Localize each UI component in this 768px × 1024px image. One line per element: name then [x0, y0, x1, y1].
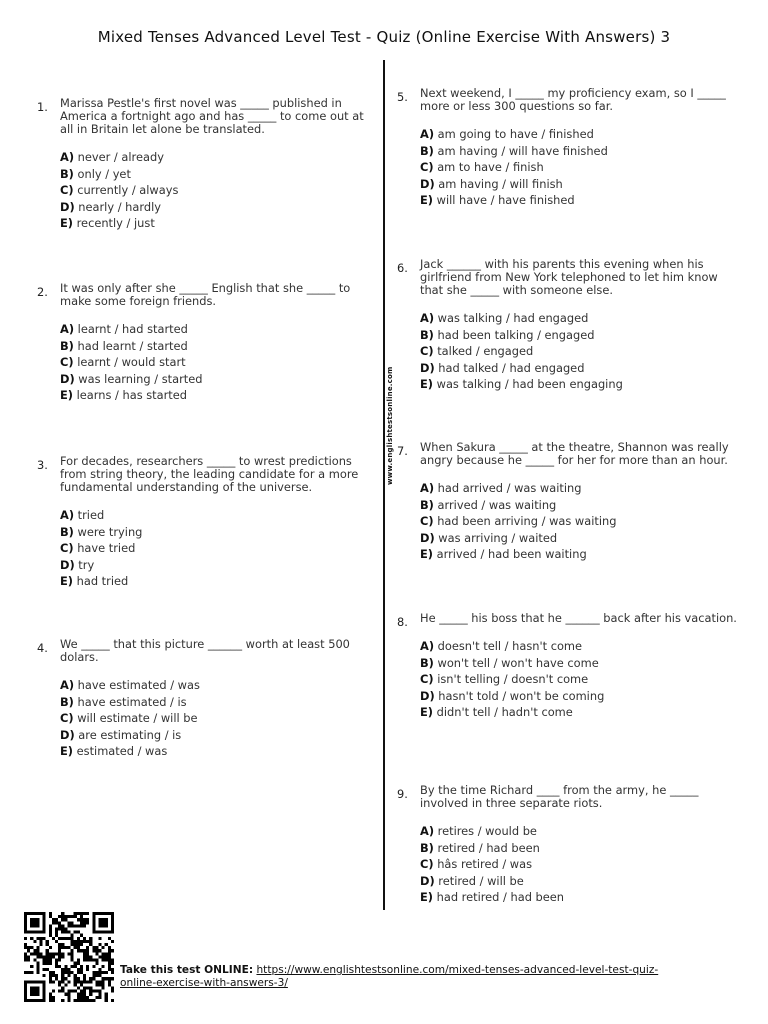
question-stem: It was only after she _____ English that she _____ to make some foreign friends.: [60, 281, 351, 308]
option-letter: B): [420, 497, 434, 512]
question-number: 8.: [397, 615, 408, 629]
option-text: retired / had been: [437, 840, 540, 855]
option-text: are estimating / is: [78, 727, 182, 742]
option-letter: B): [60, 338, 74, 353]
option-letter: E): [60, 216, 73, 230]
option-text: had talked / had engaged: [438, 360, 585, 375]
answer-option[interactable]: [60, 338, 377, 355]
answer-option[interactable]: [60, 215, 377, 232]
option-text: didn't tell / hadn't come: [436, 705, 573, 719]
option-letter: C): [60, 541, 74, 555]
answer-options: [420, 638, 742, 721]
answer-option[interactable]: [420, 840, 742, 857]
option-letter: C): [60, 183, 74, 197]
answer-option[interactable]: [60, 166, 377, 183]
answer-option[interactable]: [420, 343, 742, 360]
answer-option[interactable]: [420, 360, 742, 377]
answer-option[interactable]: [420, 143, 742, 160]
question-number: 3.: [37, 458, 48, 472]
option-letter: C): [60, 355, 74, 369]
footer-link[interactable]: https://www.englishtestsonline.com/mixed-tenses-advanced-level-test-quiz-online-exercise-with-answers-3/: [120, 964, 659, 989]
option-text: had been talking / engaged: [437, 327, 595, 342]
option-letter: B): [420, 655, 434, 670]
option-letter: A): [60, 508, 75, 522]
option-text: tried: [77, 508, 105, 522]
answer-options: [420, 480, 742, 563]
option-letter: E): [60, 574, 73, 588]
column-divider: [383, 60, 385, 910]
answer-option[interactable]: [60, 524, 377, 541]
option-letter: A): [420, 639, 435, 653]
side-website-label: www.englishtestsonline.com: [386, 366, 394, 485]
answer-option[interactable]: [420, 638, 742, 655]
answer-options: [420, 823, 742, 906]
answer-option[interactable]: [420, 327, 742, 344]
option-letter: D): [420, 360, 435, 375]
question-9: [397, 784, 742, 906]
answer-option[interactable]: [420, 655, 742, 672]
option-text: learnt / had started: [77, 322, 188, 336]
option-text: recently / just: [76, 216, 155, 230]
option-letter: B): [60, 524, 74, 539]
question-6: [397, 258, 742, 393]
answer-options: [60, 149, 377, 232]
option-letter: D): [420, 873, 435, 888]
question-5: [397, 87, 742, 209]
answer-option[interactable]: [60, 182, 377, 199]
option-text: currently / always: [77, 183, 179, 197]
option-letter: C): [420, 672, 434, 686]
answer-option[interactable]: [60, 321, 377, 338]
option-text: learns / has started: [76, 388, 188, 402]
option-text: retires / would be: [437, 824, 537, 838]
option-letter: C): [420, 344, 434, 358]
option-text: had arrived / was waiting: [437, 481, 582, 495]
option-text: will estimate / will be: [77, 711, 198, 725]
option-letter: E): [420, 705, 433, 719]
answer-options: [420, 126, 742, 209]
question-number: 1.: [37, 100, 48, 114]
page-title: Mixed Tenses Advanced Level Test - Quiz (Online Exercise With Answers) 3: [97, 28, 671, 46]
answer-option[interactable]: [420, 889, 742, 906]
option-text: doesn't tell / hasn't come: [437, 639, 583, 653]
answer-option[interactable]: [60, 371, 377, 388]
answer-option[interactable]: [60, 540, 377, 557]
option-letter: D): [420, 530, 435, 545]
question-stem: Next weekend, I _____ my proficiency exam, so I _____ more or less 300 questions so far.: [420, 86, 726, 113]
question-number: 2.: [37, 285, 48, 299]
question-4: [37, 638, 377, 760]
option-letter: E): [420, 193, 433, 207]
answer-option[interactable]: [420, 176, 742, 193]
question-stem: By the time Richard ____ from the army, he _____ involved in three separate riots.: [420, 783, 699, 810]
answer-option[interactable]: [420, 546, 742, 563]
question-2: [37, 282, 377, 404]
option-text: arrived / had been waiting: [436, 547, 587, 561]
question-number: 9.: [397, 787, 408, 801]
option-text: will have / have finished: [436, 193, 575, 207]
answer-option[interactable]: [420, 497, 742, 514]
answer-option[interactable]: [420, 671, 742, 688]
option-letter: A): [420, 824, 435, 838]
option-text: hasn't told / won't be coming: [438, 688, 605, 703]
answer-option[interactable]: [420, 480, 742, 497]
answer-option[interactable]: [60, 727, 377, 744]
question-3: [37, 455, 377, 590]
question-number: 7.: [397, 444, 408, 458]
option-text: had retired / had been: [436, 890, 565, 904]
option-letter: D): [60, 371, 75, 386]
option-text: try: [78, 557, 95, 572]
option-letter: B): [420, 327, 434, 342]
question-stem: He _____ his boss that he ______ back after his vacation.: [420, 611, 737, 625]
option-text: hâs retired / was: [437, 857, 533, 871]
answer-options: [60, 507, 377, 590]
answer-option[interactable]: [420, 873, 742, 890]
option-letter: E): [420, 547, 433, 561]
answer-option[interactable]: [420, 159, 742, 176]
answer-option[interactable]: [420, 704, 742, 721]
option-letter: E): [60, 744, 73, 758]
question-8: [397, 612, 742, 721]
option-letter: B): [420, 840, 434, 855]
footer-lead: Take this test ONLINE:: [120, 964, 254, 976]
option-letter: A): [420, 127, 435, 141]
option-letter: C): [60, 711, 74, 725]
option-text: was talking / had been engaging: [436, 377, 623, 391]
option-text: am having / will have finished: [437, 143, 608, 158]
option-text: had been arriving / was waiting: [437, 514, 617, 528]
option-letter: D): [420, 688, 435, 703]
option-text: had learnt / started: [77, 338, 188, 353]
option-letter: E): [60, 388, 73, 402]
option-letter: B): [420, 143, 434, 158]
option-text: retired / will be: [438, 873, 524, 888]
option-text: learnt / would start: [77, 355, 186, 369]
answer-option[interactable]: [60, 710, 377, 727]
answer-option[interactable]: [420, 530, 742, 547]
answer-option[interactable]: [60, 573, 377, 590]
answer-option[interactable]: [420, 823, 742, 840]
option-letter: A): [60, 322, 75, 336]
answer-options: [60, 321, 377, 404]
answer-option[interactable]: [420, 310, 742, 327]
option-letter: A): [60, 678, 75, 692]
option-letter: D): [60, 557, 75, 572]
answer-option[interactable]: [60, 199, 377, 216]
question-number: 5.: [397, 90, 408, 104]
question-stem: When Sakura _____ at the theatre, Shannon was really angry because he _____ for her for more than an hour.: [420, 440, 729, 467]
option-letter: A): [420, 311, 435, 325]
question-stem: For decades, researchers _____ to wrest predictions from string theory, the leading candidate for a more fundamental understanding of the universe.: [60, 454, 359, 494]
answer-option[interactable]: [60, 507, 377, 524]
option-text: am having / will finish: [438, 176, 563, 191]
answer-option[interactable]: [60, 387, 377, 404]
option-text: were trying: [77, 524, 143, 539]
option-text: isn't telling / doesn't come: [437, 672, 589, 686]
option-text: was arriving / waited: [438, 530, 558, 545]
option-letter: B): [60, 694, 74, 709]
answer-options: [420, 310, 742, 393]
option-letter: A): [60, 150, 75, 164]
option-text: have tried: [77, 541, 136, 555]
question-number: 6.: [397, 261, 408, 275]
option-letter: C): [420, 160, 434, 174]
option-letter: D): [420, 176, 435, 191]
option-text: have estimated / is: [77, 694, 187, 709]
option-letter: E): [420, 890, 433, 904]
option-text: arrived / was waiting: [437, 497, 557, 512]
option-letter: C): [420, 857, 434, 871]
option-text: was talking / had engaged: [437, 311, 589, 325]
answer-option[interactable]: [60, 149, 377, 166]
option-letter: A): [420, 481, 435, 495]
option-text: am going to have / finished: [437, 127, 594, 141]
footer: [120, 964, 680, 990]
option-letter: D): [60, 199, 75, 214]
answer-option[interactable]: [60, 743, 377, 760]
answer-option[interactable]: [420, 376, 742, 393]
option-text: never / already: [77, 150, 164, 164]
option-letter: D): [60, 727, 75, 742]
answer-option[interactable]: [420, 513, 742, 530]
answer-option[interactable]: [60, 354, 377, 371]
option-text: won't tell / won't have come: [437, 655, 599, 670]
option-letter: B): [60, 166, 74, 181]
answer-option[interactable]: [60, 677, 377, 694]
answer-option[interactable]: [420, 192, 742, 209]
option-letter: E): [420, 377, 433, 391]
option-text: had tried: [76, 574, 129, 588]
question-7: [397, 441, 742, 563]
answer-option[interactable]: [60, 557, 377, 574]
question-number: 4.: [37, 641, 48, 655]
answer-option[interactable]: [420, 688, 742, 705]
option-text: am to have / finish: [437, 160, 544, 174]
option-text: estimated / was: [76, 744, 168, 758]
option-text: only / yet: [77, 166, 131, 181]
option-text: talked / engaged: [437, 344, 534, 358]
option-text: have estimated / was: [77, 678, 200, 692]
answer-option[interactable]: [420, 856, 742, 873]
question-1: [37, 97, 377, 232]
question-stem: Marissa Pestle's first novel was _____ published in America a fortnight ago and has _____ to come out at all in Britain let alone be translated.: [60, 96, 364, 136]
question-stem: We _____ that this picture ______ worth at least 500 dolars.: [60, 637, 350, 664]
answer-option[interactable]: [420, 126, 742, 143]
answer-options: [60, 677, 377, 760]
option-text: was learning / started: [78, 371, 203, 386]
qr-code[interactable]: [24, 912, 114, 1002]
question-stem: Jack ______ with his parents this evening when his girlfriend from New York telephoned to let him know that she _____ with someone else.: [420, 257, 718, 297]
option-text: nearly / hardly: [78, 199, 161, 214]
answer-option[interactable]: [60, 694, 377, 711]
option-letter: C): [420, 514, 434, 528]
